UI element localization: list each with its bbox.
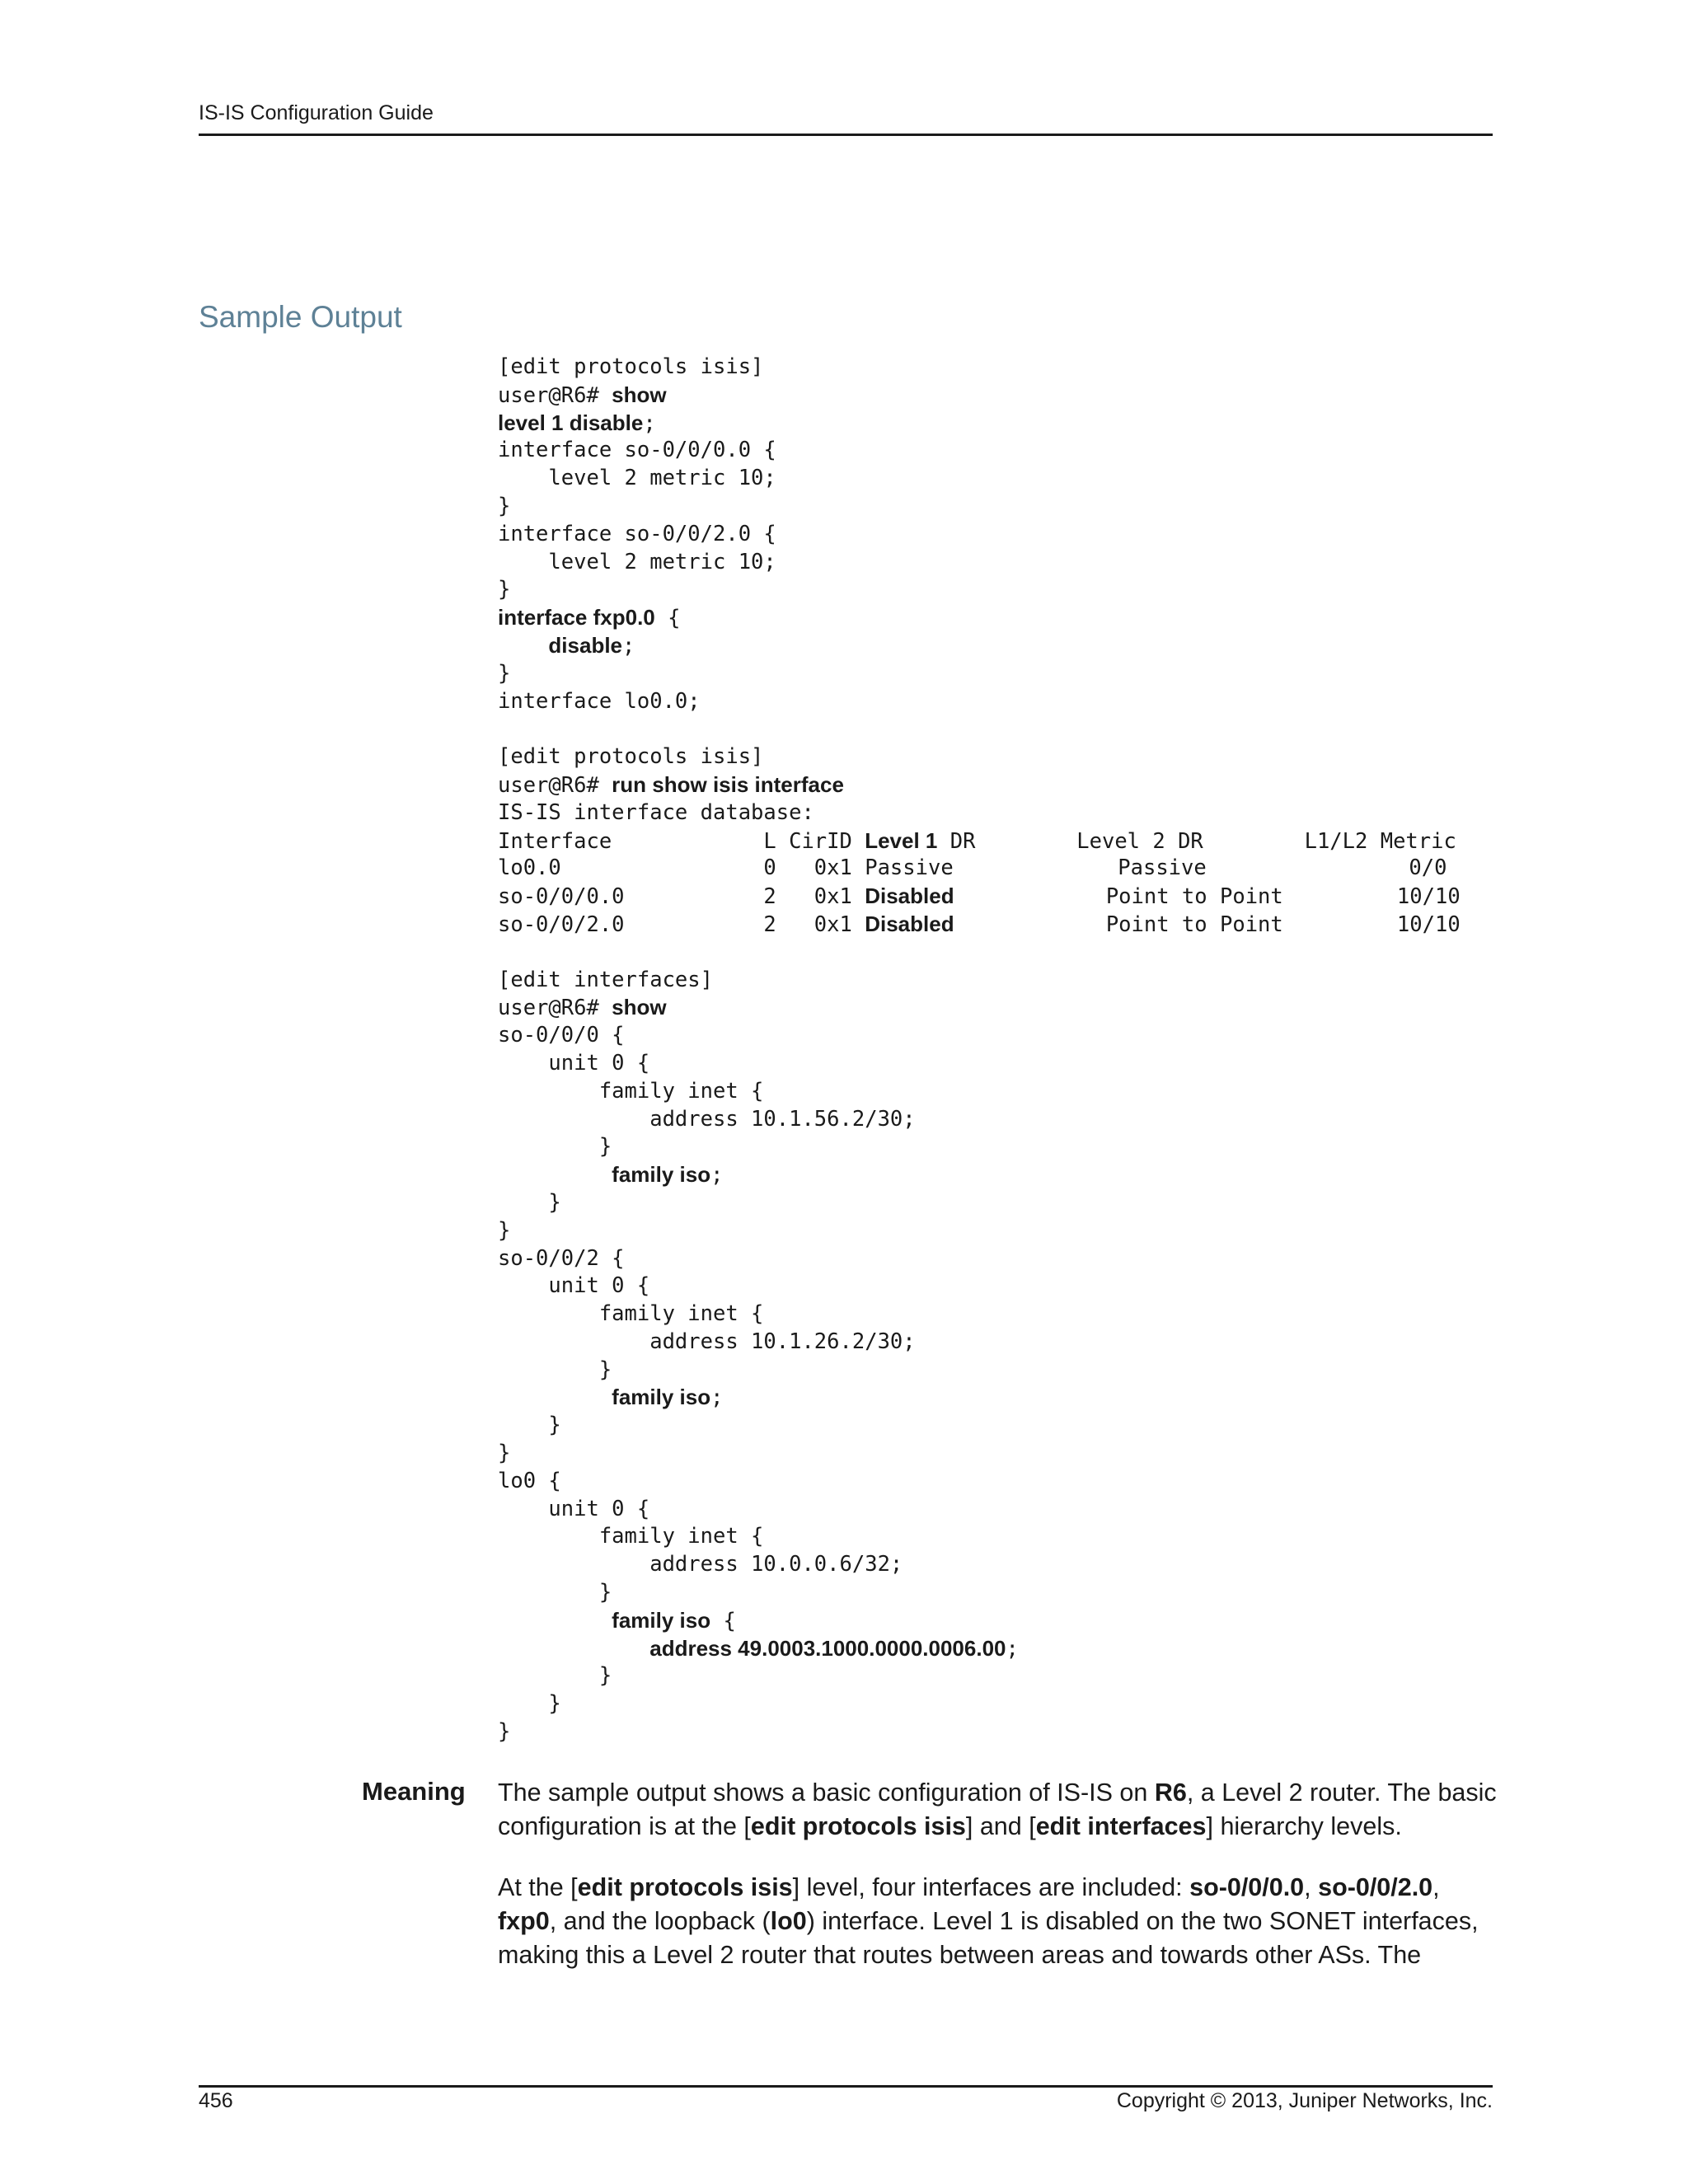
text-run: } — [498, 1663, 612, 1689]
text-run: The sample output shows a basic configuration of IS-IS on — [498, 1779, 1155, 1807]
code-line — [498, 1022, 1461, 1050]
code-line — [498, 1357, 1461, 1385]
bold-text-run: level 1 disable — [498, 410, 644, 435]
code-line — [498, 743, 1461, 771]
code-line — [498, 939, 1461, 967]
code-line — [498, 1523, 1461, 1551]
bold-text-run: Level 1 — [865, 827, 938, 853]
text-run: , and the loopback ( — [549, 1907, 771, 1935]
copyright-notice: Copyright © 2013, Juniper Networks, Inc. — [1116, 2089, 1493, 2112]
bold-text-run: R6 — [1154, 1779, 1187, 1807]
text-run: so-0/0/2 { — [498, 1245, 625, 1271]
text-run: ] and [ — [965, 1812, 1036, 1840]
bold-text-run: address 49.0003.1000.0000.0006.00 — [649, 1635, 1006, 1661]
code-line — [498, 1440, 1461, 1468]
code-line — [498, 354, 1461, 382]
bold-text-run: family iso — [612, 1385, 711, 1410]
text-run: , — [1432, 1873, 1440, 1901]
text-run: [edit protocols isis] — [498, 354, 764, 379]
code-line — [498, 1412, 1461, 1440]
text-run: } — [498, 1580, 612, 1605]
bold-text-run: so-0/0/0.0 — [1189, 1873, 1305, 1901]
code-line — [498, 1189, 1461, 1217]
text-run: ; — [710, 1163, 724, 1188]
code-line — [498, 827, 1461, 855]
text-run: ; — [1006, 1636, 1019, 1661]
bold-text-run: family iso — [612, 1607, 711, 1633]
bold-text-run: fxp0 — [498, 1907, 550, 1935]
text-run: } — [498, 1413, 561, 1438]
text-run: address 10.1.26.2/30; — [498, 1329, 916, 1354]
bold-text-run: run show isis interface — [612, 771, 844, 797]
code-line — [498, 465, 1461, 493]
text-run: [edit interfaces] — [498, 967, 713, 992]
text-run: ; — [622, 633, 635, 658]
text-run: } — [498, 1217, 511, 1243]
text-run: level 2 metric 10; — [498, 549, 776, 574]
code-line — [498, 1607, 1461, 1635]
code-line — [498, 1690, 1461, 1718]
code-line — [498, 1551, 1461, 1579]
bold-text-run: interface fxp0.0 — [498, 605, 655, 630]
text-run: unit 0 { — [498, 1050, 650, 1076]
text-run — [498, 1385, 612, 1410]
text-run: unit 0 { — [498, 1273, 650, 1299]
running-header-title: IS-IS Configuration Guide — [199, 101, 434, 124]
text-run: unit 0 { — [498, 1496, 650, 1521]
text-run: family inet { — [498, 1301, 764, 1327]
code-line — [498, 1301, 1461, 1329]
page-number: 456 — [199, 2089, 233, 2112]
text-run: At the [ — [498, 1873, 578, 1901]
text-run: family inet { — [498, 1524, 764, 1549]
code-line — [498, 632, 1461, 660]
text-run: } — [498, 1719, 511, 1745]
text-run: } — [498, 1691, 561, 1717]
code-line — [498, 437, 1461, 465]
text-run: so-0/0/2.0 2 0x1 — [498, 912, 865, 937]
text-run: so-0/0/0 { — [498, 1023, 625, 1048]
text-run: address 10.0.0.6/32; — [498, 1552, 903, 1577]
bold-text-run: show — [612, 382, 667, 407]
text-run: ; — [710, 1385, 724, 1411]
text-run: Point to Point 10/10 — [954, 884, 1461, 910]
code-line — [498, 715, 1461, 743]
text-run: Interface L CirID — [498, 828, 865, 854]
text-run: address 10.1.56.2/30; — [498, 1106, 916, 1132]
code-line — [498, 967, 1461, 995]
code-block — [498, 354, 1461, 1746]
meaning-label: Meaning — [362, 1777, 466, 1806]
text-run: } — [498, 493, 511, 518]
code-line — [498, 1133, 1461, 1161]
text-run: IS-IS interface database: — [498, 799, 814, 825]
bold-text-run: family iso — [612, 1162, 711, 1188]
code-line — [498, 1161, 1461, 1189]
code-line — [498, 1579, 1461, 1607]
text-run: lo0 { — [498, 1468, 561, 1493]
text-run: interface so-0/0/0.0 { — [498, 438, 776, 463]
code-line — [498, 771, 1461, 799]
text-run: { — [710, 1608, 736, 1633]
text-run — [498, 634, 548, 658]
code-line — [498, 1078, 1461, 1106]
code-line — [498, 660, 1461, 688]
bold-text-run: edit interfaces — [1035, 1812, 1207, 1840]
text-run: ] level, four interfaces are included: — [792, 1873, 1190, 1901]
code-line — [498, 1050, 1461, 1078]
bold-text-run: Disabled — [865, 911, 954, 936]
bold-text-run: edit protocols isis — [750, 1812, 966, 1840]
meaning-paragraph-1 — [498, 1776, 1497, 1844]
bold-text-run: disable — [548, 632, 623, 658]
text-run: ] hierarchy levels. — [1206, 1812, 1402, 1840]
code-line — [498, 688, 1461, 716]
bold-text-run: lo0 — [770, 1907, 807, 1935]
text-run: } — [498, 660, 511, 686]
section-title: Sample Output — [199, 300, 402, 334]
text-run: DR Level 2 DR L1/L2 Metric — [937, 828, 1456, 854]
bold-text-run: show — [612, 995, 667, 1020]
text-run — [498, 1637, 649, 1661]
text-run: [edit protocols isis] — [498, 744, 764, 770]
code-line — [498, 382, 1461, 410]
code-line — [498, 1217, 1461, 1245]
text-run: } — [498, 1441, 511, 1466]
code-line — [498, 1272, 1461, 1301]
footer-rule — [199, 2085, 1493, 2088]
text-run: level 2 metric 10; — [498, 466, 776, 491]
text-run: , a Level 2 router. The basic configuration is at the [ — [498, 1779, 1497, 1840]
text-run: user@R6# — [498, 382, 612, 408]
text-run: , — [1304, 1873, 1319, 1901]
text-run: lo0.0 0 0x1 Passive Passive 0/0 — [498, 855, 1447, 881]
text-run: } — [498, 1357, 612, 1382]
text-run — [498, 1163, 612, 1188]
code-line — [498, 576, 1461, 604]
text-run: user@R6# — [498, 772, 612, 798]
code-line — [498, 799, 1461, 827]
text-run: } — [498, 577, 511, 602]
text-run: ) interface. Level 1 is disabled on the two SONET interfaces, making this a Level 2 router that routes between areas and towards other ASs. The — [498, 1907, 1479, 1969]
text-run: { — [654, 606, 681, 631]
code-line — [498, 1106, 1461, 1134]
text-run — [498, 1609, 612, 1633]
code-line — [498, 604, 1461, 632]
code-line — [498, 1329, 1461, 1357]
text-run: interface so-0/0/2.0 { — [498, 521, 776, 546]
bold-text-run: so-0/0/2.0 — [1318, 1873, 1433, 1901]
code-line — [498, 994, 1461, 1022]
code-line — [498, 1635, 1461, 1663]
code-line — [498, 911, 1461, 939]
text-run: ; — [643, 410, 656, 436]
bold-text-run: Disabled — [865, 883, 954, 909]
code-line — [498, 521, 1461, 549]
meaning-paragraph-2 — [498, 1871, 1497, 1972]
code-line — [498, 549, 1461, 577]
bold-text-run: edit protocols isis — [577, 1873, 793, 1901]
code-line — [498, 1468, 1461, 1496]
code-line — [498, 1245, 1461, 1273]
code-line — [498, 1496, 1461, 1524]
text-run: family inet { — [498, 1078, 764, 1104]
text-run: interface lo0.0; — [498, 688, 701, 714]
text-run: so-0/0/0.0 2 0x1 — [498, 884, 865, 910]
code-line — [498, 1662, 1461, 1690]
code-line — [498, 410, 1461, 438]
text-run: Point to Point 10/10 — [954, 912, 1461, 937]
text-run: user@R6# — [498, 996, 612, 1021]
text-run: } — [498, 1189, 561, 1215]
text-run: } — [498, 1134, 612, 1160]
code-line — [498, 883, 1461, 911]
code-line — [498, 1384, 1461, 1412]
code-line — [498, 1718, 1461, 1746]
header-rule — [199, 134, 1493, 136]
code-line — [498, 855, 1461, 883]
code-line — [498, 493, 1461, 521]
